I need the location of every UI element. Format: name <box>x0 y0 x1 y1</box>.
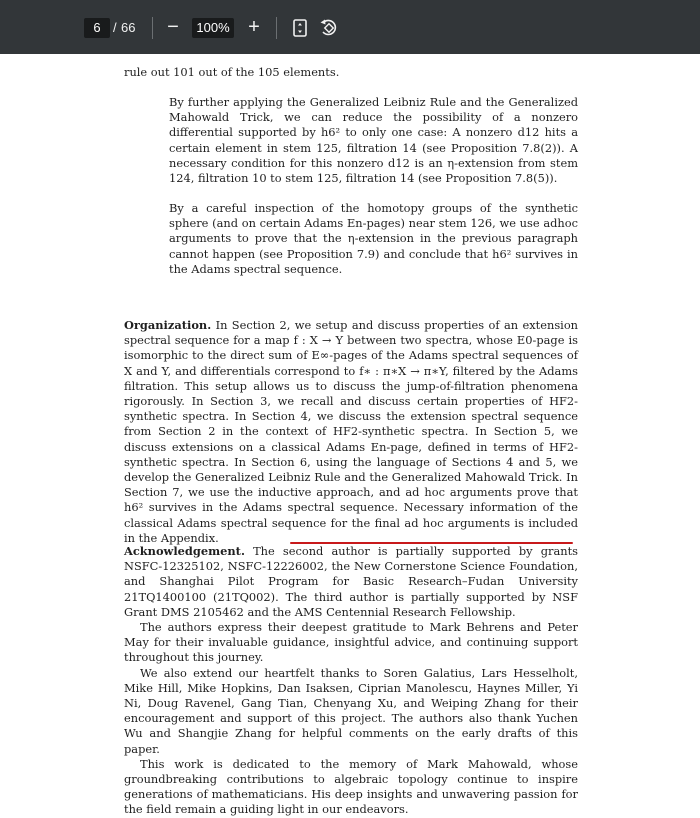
pdf-toolbar <box>0 0 700 54</box>
zoom-in-button[interactable]: + <box>248 16 260 38</box>
paragraph-text: By further applying the Generalized Leibniz Rule and the Generalized Mahowald Trick, we can reduce the possibility of a nonzero differential supported by h6² to only one case: A nonzero d12 hits a certain element in stem 125, filtration 14 (see Proposition 7.8(2)). A necessary condition for this nonzero d12 is an η-extension from stem 124, filtration 10 to stem 125, filtration 14 (see Proposition 7.8(5)). <box>169 95 578 186</box>
total-pages: 66 <box>121 20 136 35</box>
current-page-input[interactable]: 6 <box>84 18 110 38</box>
acknowledgement-paragraph: We also extend our heartfelt thanks to Soren Galatius, Lars Hesselholt, Mike Hill, Mike Hopkins, Dan Isaksen, Ciprian Manolescu, Haynes Miller, Yi Ni, Doug Ravenel, Gang Tian, Chenyang Xu, and Weiping Zhang for their encouragement and support of this project. The authors also thank Yuchen Wu and Shangjie Zhang for helpful comments on the early drafts of this paper. <box>124 665 578 756</box>
fit-page-icon[interactable] <box>290 18 310 38</box>
page-separator: / <box>113 20 117 35</box>
pdf-page <box>0 54 700 817</box>
paragraph-text: By a careful inspection of the homotopy groups of the synthetic sphere (and on certain Adams En-pages) near stem 126, we use adhoc arguments to prove that the η-extension in the previous paragraph cannot happen (see Proposition 7.9) and conclude that h6² survives in the Adams spectral sequence. <box>169 201 578 276</box>
rotate-icon[interactable] <box>318 17 340 39</box>
acknowledgement-section <box>124 544 578 818</box>
zoom-level-input[interactable]: 100% <box>192 18 234 38</box>
highlight-underline <box>290 542 573 544</box>
acknowledgement-paragraph <box>124 544 578 620</box>
acknowledgement-paragraph: The authors express their deepest gratitude to Mark Behrens and Peter May for their invaluable guidance, insightful advice, and continuing support throughout this journey. <box>124 620 578 665</box>
acknowledgement-paragraph: This work is dedicated to the memory of Mark Mahowald, whose groundbreaking contributions to algebraic topology continue to inspire generations of mathematicians. His deep insights and unwavering passion for the field remain a guiding light in our endeavors. <box>124 756 578 817</box>
paragraph <box>124 65 578 80</box>
acknowledgement-heading: Acknowledgement. <box>124 544 245 558</box>
organization-text: In Section 2, we setup and discuss properties of an extension spectral sequence for a map f : X → Y between two spectra, whose E0-page is isomorphic to the direct sum of E∞-pages of the Adams spectral sequences of X and Y, and differentials correspond to f∗ : π∗X → π∗Y, filtered by the Adams filtration. This setup allows us to discuss the jump-of-filtration phenomena rigorously. In Section 3, we recall and discuss certain properties of HF2-synthetic spectra. In Section 4, we discuss the extension spectral sequence from Section 2 in the context of HF2-synthetic spectra. In Section 5, we discuss extensions on a classical Adams En-page, defined in terms of HF2-synthetic spectra. In Section 6, using the language of Sections 4 and 5, we develop the Generalized Leibniz Rule and the Generalized Mahowald Trick. In Section 7, we use the inductive approach, and ad hoc arguments prove that h6² survives in the Adams spectral sequence. Necessary information of the classical Adams spectral sequence for the final ad hoc arguments is included in the Appendix. <box>124 318 579 545</box>
organization-paragraph <box>124 318 578 546</box>
zoom-out-button[interactable]: − <box>167 16 179 38</box>
organization-section <box>124 318 578 546</box>
paragraph <box>169 95 578 186</box>
toolbar-divider <box>152 17 153 39</box>
organization-heading: Organization. <box>124 318 212 332</box>
paragraph <box>169 201 578 277</box>
acknowledgement-text: The second author is partially supported by grants NSFC-12325102, NSFC-12226002, the New Cornerstone Science Foundation, and Shanghai Pilot Program for Basic Research–Fudan University 21TQ1400100 (21TQ002). The third author is partially supported by NSF Grant DMS 2105462 and the AMS Centennial Research Fellowship. <box>124 544 578 619</box>
paragraph-text: rule out 101 out of the 105 elements. <box>124 65 340 79</box>
toolbar-divider <box>276 17 277 39</box>
